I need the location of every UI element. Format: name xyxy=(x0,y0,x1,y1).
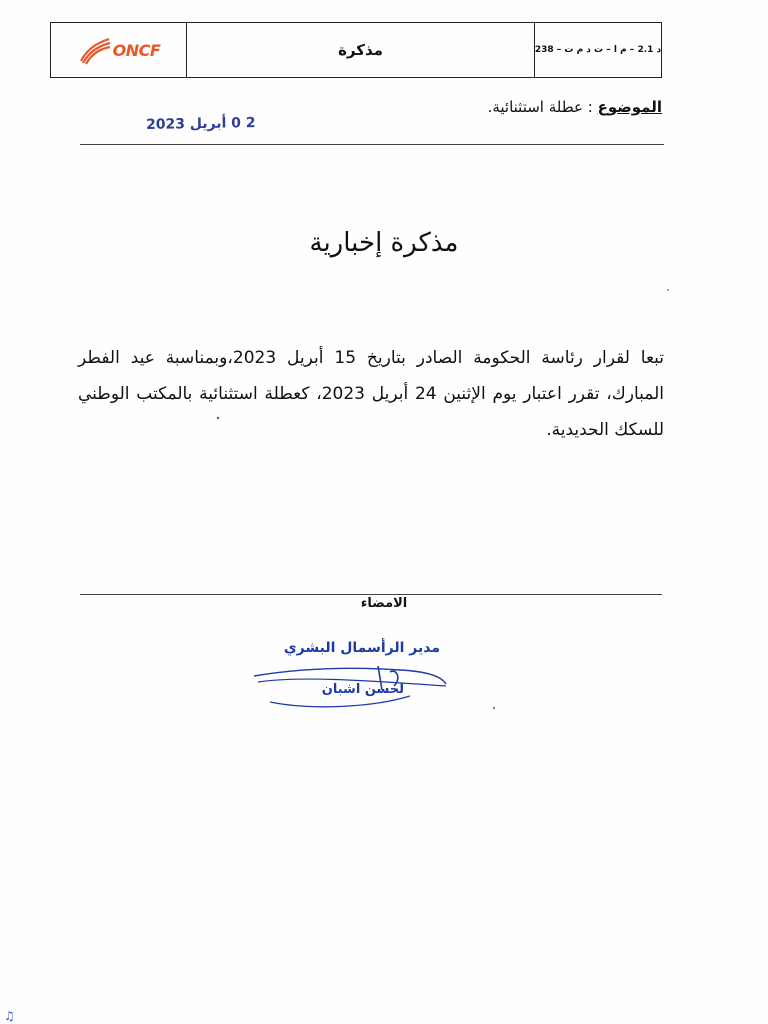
divider xyxy=(80,144,664,145)
svg-text:♫: ♫ xyxy=(4,1009,15,1023)
signatory-title: مدير الرأسمال البشري xyxy=(283,640,440,656)
subject-colon: : xyxy=(583,98,593,116)
signature-label: الامضاء xyxy=(360,596,408,611)
body-paragraph: تبعا لقرار رئاسة الحكومة الصادر بتاريخ 15 أبريل 2023،وبمناسبة عيد الفطر المبارك، تقرر اعتبار يوم الإثنين 24 أبريل 2023، كعطلة استثنائية بالمكتب الوطني للسكك الحديدية. xyxy=(78,348,665,440)
reference-cell xyxy=(535,23,661,77)
doc-type-cell xyxy=(187,23,535,77)
divider xyxy=(80,594,662,595)
oncf-logo-icon xyxy=(77,35,111,65)
doc-type: مذكرة xyxy=(338,41,383,59)
document-title: مذكرة إخبارية xyxy=(309,228,459,258)
subject-label: الموضوع xyxy=(597,98,662,116)
reference-code: د 2.1 – م ا – ت د م ت – 238 xyxy=(534,45,662,55)
body-text xyxy=(78,340,664,448)
signature-block xyxy=(250,636,450,716)
subject-line xyxy=(488,98,662,116)
signatory-name: لحسن اشبان xyxy=(321,682,404,697)
subject-value: عطلة استثنائية. xyxy=(487,98,583,116)
logo-cell xyxy=(51,23,187,77)
logo-text: ONCF xyxy=(112,40,161,60)
document-header xyxy=(50,22,662,78)
oncf-logo xyxy=(77,35,161,65)
date-stamp: 2 0 أبريل 2023 xyxy=(145,115,256,133)
